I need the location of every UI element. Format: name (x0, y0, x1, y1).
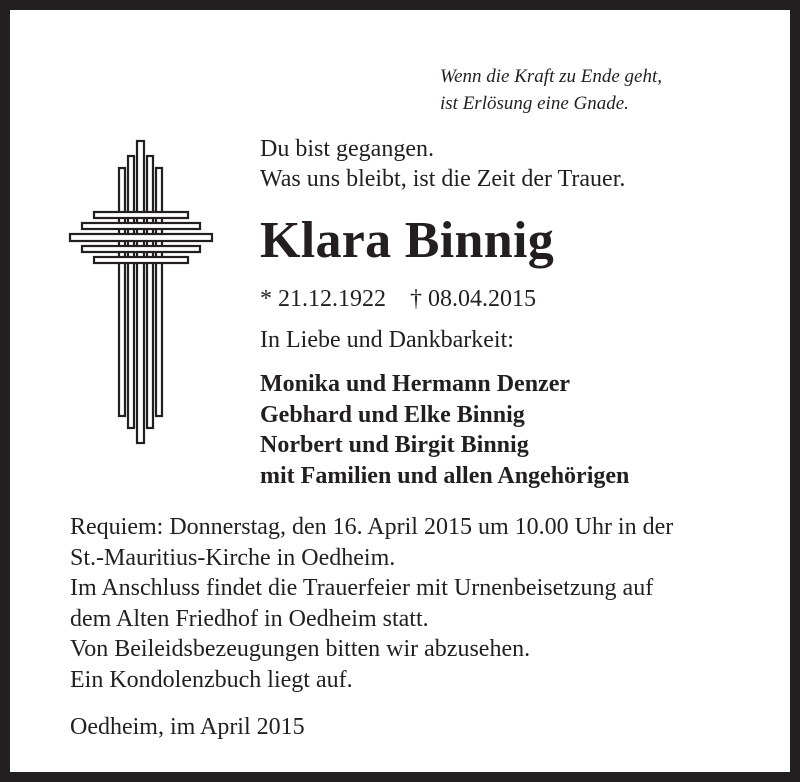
service-line: Requiem: Donnerstag, den 16. April 2015 um 10.00 Uhr in der (70, 514, 674, 540)
thanks-line: In Liebe und Dankbarkeit: (260, 327, 514, 353)
intro-line: Du bist gegangen. (260, 136, 434, 162)
mourner-line: Monika und Hermann Denzer (260, 371, 571, 397)
intro-text (260, 134, 780, 194)
death-date: † 08.04.2015 (410, 286, 536, 312)
motto-line: ist Erlösung eine Gnade. (440, 93, 629, 114)
cross-icon (66, 138, 216, 448)
mourner-line: Gebhard und Elke Binnig (260, 401, 525, 428)
service-info (70, 512, 800, 695)
birth-date: * 21.12.1922 (260, 286, 386, 312)
service-line: Im Anschluss findet die Trauerfeier mit Urnenbeisetzung auf (70, 575, 654, 601)
place-date: Oedheim, im April 2015 (70, 714, 305, 740)
motto-line: Wenn die Kraft zu Ende geht, (440, 66, 662, 87)
mourners-list (260, 369, 780, 491)
date-spacer (386, 286, 410, 312)
service-line: dem Alten Friedhof in Oedheim statt. (70, 605, 429, 632)
intro-line: Was uns bleibt, ist die Zeit der Trauer. (260, 166, 626, 192)
service-line: Ein Kondolenzbuch liegt auf. (70, 666, 353, 693)
mourner-line: Norbert und Birgit Binnig (260, 432, 529, 458)
service-line: Von Beileidsbezeugungen bitten wir abzusehen. (70, 636, 531, 662)
motto-quote (440, 63, 740, 117)
service-line: St.-Mauritius-Kirche in Oedheim. (70, 544, 396, 571)
mourner-line: mit Familien und allen Angehörigen (260, 462, 630, 489)
life-dates (260, 284, 780, 314)
deceased-name: Klara Binnig (260, 212, 554, 269)
